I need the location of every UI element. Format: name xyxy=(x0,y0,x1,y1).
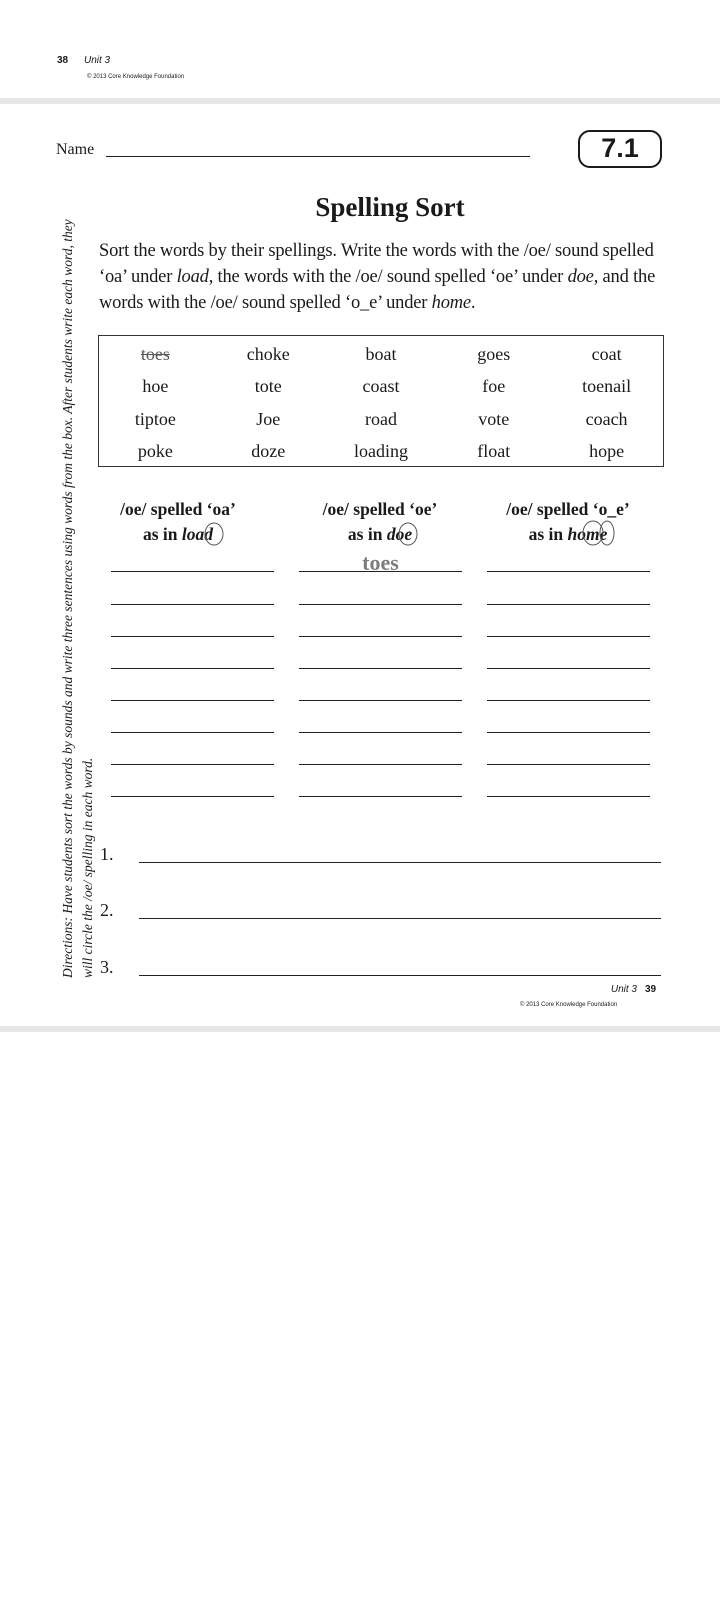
answer-line[interactable] xyxy=(299,668,462,669)
column-heading-text: /oe/ spelled ‘oa’ xyxy=(120,499,236,519)
answer-line[interactable] xyxy=(487,700,650,701)
word: float xyxy=(477,441,511,462)
answer-line[interactable] xyxy=(487,732,650,733)
answer-line[interactable] xyxy=(487,636,650,637)
instruction-word-doe: doe xyxy=(567,267,594,287)
sentence-number: 2. xyxy=(100,900,114,920)
answer-line[interactable] xyxy=(487,796,650,797)
answer-line[interactable] xyxy=(299,796,462,797)
column-heading-text: /oe/ spelled ‘oe’ xyxy=(322,499,438,519)
word: road xyxy=(365,408,397,429)
answer-line[interactable] xyxy=(299,571,462,572)
answer-line[interactable] xyxy=(111,764,274,765)
word-crossed-out: toes xyxy=(140,343,170,364)
example-word: home xyxy=(567,524,608,544)
page-number: 39 xyxy=(645,984,657,995)
copyright: © 2013 Core Knowledge Foundation xyxy=(87,74,185,80)
word: tiptoe xyxy=(134,408,176,429)
answer-line[interactable] xyxy=(299,604,462,605)
sentence-line[interactable] xyxy=(139,918,661,919)
unit-label: Unit 3 xyxy=(84,55,111,66)
word: boat xyxy=(365,343,397,364)
page-divider xyxy=(0,1026,720,1032)
answer-line[interactable] xyxy=(487,764,650,765)
word: coat xyxy=(591,343,622,364)
name-label: Name xyxy=(56,141,95,158)
as-in-label: as in xyxy=(142,524,178,544)
sample-answer: toes xyxy=(362,550,399,575)
word: poke xyxy=(137,441,173,462)
instruction-word-load: load xyxy=(176,267,209,287)
word: tote xyxy=(254,376,282,397)
example-word: load xyxy=(181,524,214,544)
worksheet-number-badge: 7.1 xyxy=(578,130,662,168)
word: foe xyxy=(482,376,506,397)
circle-mark-icon xyxy=(399,523,417,545)
side-directions: Directions: Have students sort the words by sounds and write three sentences using words from the box. After students write each word, they will circle the /oe/ spelling in each word. xyxy=(60,219,95,978)
as-in-label: as in xyxy=(347,524,383,544)
answer-line[interactable] xyxy=(487,604,650,605)
word: hoe xyxy=(142,376,169,397)
word: coast xyxy=(362,376,400,397)
sentence-line[interactable] xyxy=(139,975,661,976)
word: loading xyxy=(353,441,408,462)
answer-line[interactable] xyxy=(299,700,462,701)
word: toenail xyxy=(582,376,632,397)
instruction-text: . xyxy=(470,293,476,313)
answer-line[interactable] xyxy=(111,732,274,733)
word: doze xyxy=(251,441,286,462)
page-number: 38 xyxy=(57,55,69,66)
word: choke xyxy=(246,343,290,364)
example-word: doe xyxy=(386,524,413,544)
word: coach xyxy=(585,408,628,429)
answer-line[interactable] xyxy=(111,571,274,572)
answer-line[interactable] xyxy=(487,668,650,669)
answer-line[interactable] xyxy=(299,636,462,637)
as-in-label: as in xyxy=(528,524,564,544)
instruction-text: , the words with the /oe/ sound spelled ‘oe’ under xyxy=(208,267,568,287)
circle-mark-icon xyxy=(205,523,223,545)
answer-line[interactable] xyxy=(299,732,462,733)
word: Joe xyxy=(256,408,281,429)
page-title: Spelling Sort xyxy=(315,192,465,222)
answer-line[interactable] xyxy=(487,571,650,572)
answer-line[interactable] xyxy=(299,764,462,765)
answer-line[interactable] xyxy=(111,700,274,701)
word: goes xyxy=(477,343,511,364)
instruction-text: , and the words with the /oe/ sound spelled ‘o_e’ under xyxy=(99,267,656,313)
answer-line[interactable] xyxy=(111,604,274,605)
answer-line[interactable] xyxy=(111,796,274,797)
instruction-text: Sort the words by their spellings. Write the words with the /oe/ sound spelled ‘oa’ under xyxy=(99,241,654,287)
column-heading-text: /oe/ spelled ‘o_e’ xyxy=(506,499,630,519)
circle-mark-icon xyxy=(600,521,614,545)
answer-line[interactable] xyxy=(111,668,274,669)
answer-line[interactable] xyxy=(111,636,274,637)
sentence-line[interactable] xyxy=(139,862,661,863)
word: hope xyxy=(589,441,625,462)
unit-label: Unit 3 xyxy=(610,984,637,995)
instruction-word-home: home xyxy=(431,293,471,313)
copyright: © 2013 Core Knowledge Foundation xyxy=(520,1002,618,1008)
sentence-number: 1. xyxy=(100,844,114,864)
sentence-number: 3. xyxy=(100,957,114,977)
word: vote xyxy=(478,408,510,429)
